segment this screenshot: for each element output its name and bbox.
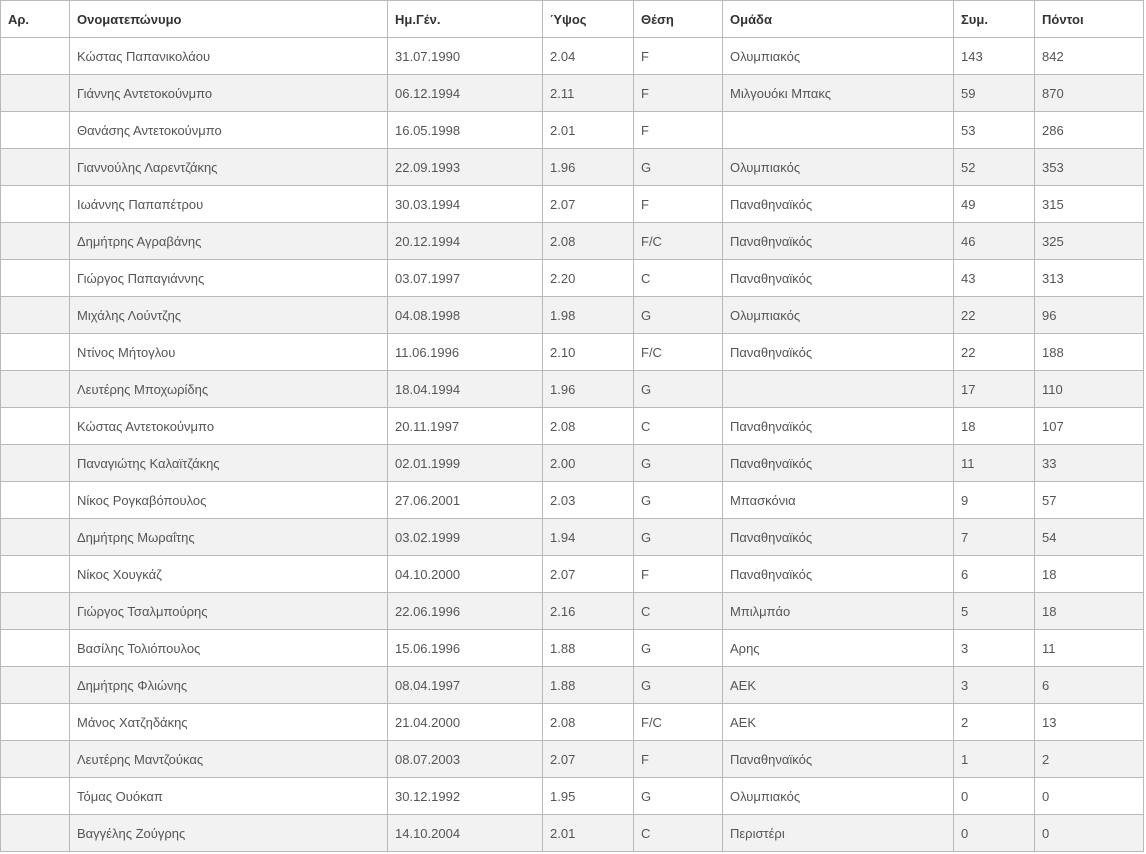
cell-height: 2.10 — [543, 334, 634, 371]
cell-name: Κώστας Παπανικολάου — [70, 38, 388, 75]
cell-points: 18 — [1035, 556, 1144, 593]
cell-number — [1, 149, 70, 186]
cell-points: 13 — [1035, 704, 1144, 741]
cell-position: C — [634, 815, 723, 852]
cell-points: 0 — [1035, 778, 1144, 815]
cell-appearances: 2 — [954, 704, 1035, 741]
cell-team: Παναθηναϊκός — [723, 260, 954, 297]
cell-name: Γιάννης Αντετοκούνμπο — [70, 75, 388, 112]
cell-number — [1, 445, 70, 482]
cell-name: Μάνος Χατζηδάκης — [70, 704, 388, 741]
cell-appearances: 3 — [954, 630, 1035, 667]
cell-team: Παναθηναϊκός — [723, 519, 954, 556]
cell-height: 2.07 — [543, 186, 634, 223]
cell-points: 315 — [1035, 186, 1144, 223]
cell-number — [1, 778, 70, 815]
cell-team — [723, 371, 954, 408]
cell-team: Παναθηναϊκός — [723, 408, 954, 445]
table-row — [1, 741, 1144, 778]
cell-appearances: 22 — [954, 297, 1035, 334]
cell-team: Παναθηναϊκός — [723, 186, 954, 223]
cell-position: C — [634, 593, 723, 630]
cell-position: G — [634, 149, 723, 186]
table-row — [1, 667, 1144, 704]
cell-name: Ιωάννης Παπαπέτρου — [70, 186, 388, 223]
cell-points: 842 — [1035, 38, 1144, 75]
cell-position: G — [634, 667, 723, 704]
cell-number — [1, 704, 70, 741]
cell-appearances: 49 — [954, 186, 1035, 223]
table-row — [1, 38, 1144, 75]
cell-name: Νίκος Χουγκάζ — [70, 556, 388, 593]
table-body — [1, 38, 1144, 852]
cell-position: G — [634, 371, 723, 408]
cell-appearances: 143 — [954, 38, 1035, 75]
cell-appearances: 6 — [954, 556, 1035, 593]
cell-number — [1, 334, 70, 371]
cell-points: 0 — [1035, 815, 1144, 852]
cell-birthdate: 08.07.2003 — [388, 741, 543, 778]
cell-height: 2.08 — [543, 408, 634, 445]
cell-team: Περιστέρι — [723, 815, 954, 852]
cell-position: C — [634, 408, 723, 445]
cell-name: Λευτέρης Μποχωρίδης — [70, 371, 388, 408]
header-appearances[interactable]: Συμ. — [954, 1, 1035, 38]
cell-birthdate: 03.02.1999 — [388, 519, 543, 556]
cell-height: 2.07 — [543, 741, 634, 778]
cell-number — [1, 630, 70, 667]
cell-position: F — [634, 38, 723, 75]
cell-name: Γιώργος Παπαγιάννης — [70, 260, 388, 297]
cell-appearances: 53 — [954, 112, 1035, 149]
cell-number — [1, 815, 70, 852]
cell-birthdate: 02.01.1999 — [388, 445, 543, 482]
cell-team: Παναθηναϊκός — [723, 334, 954, 371]
cell-appearances: 1 — [954, 741, 1035, 778]
header-row — [1, 1, 1144, 38]
header-height[interactable]: Ύψος — [543, 1, 634, 38]
cell-position: F — [634, 112, 723, 149]
table-row — [1, 593, 1144, 630]
table-row — [1, 704, 1144, 741]
cell-points: 188 — [1035, 334, 1144, 371]
cell-number — [1, 223, 70, 260]
cell-height: 2.03 — [543, 482, 634, 519]
cell-birthdate: 30.03.1994 — [388, 186, 543, 223]
cell-birthdate: 16.05.1998 — [388, 112, 543, 149]
cell-appearances: 9 — [954, 482, 1035, 519]
table-row — [1, 408, 1144, 445]
cell-points: 110 — [1035, 371, 1144, 408]
cell-birthdate: 11.06.1996 — [388, 334, 543, 371]
cell-birthdate: 08.04.1997 — [388, 667, 543, 704]
cell-points: 107 — [1035, 408, 1144, 445]
table-row — [1, 630, 1144, 667]
cell-height: 1.94 — [543, 519, 634, 556]
header-name[interactable]: Ονοματεπώνυμο — [70, 1, 388, 38]
cell-position: G — [634, 778, 723, 815]
table-row — [1, 445, 1144, 482]
cell-position: F — [634, 186, 723, 223]
cell-appearances: 22 — [954, 334, 1035, 371]
table-row — [1, 778, 1144, 815]
cell-height: 1.98 — [543, 297, 634, 334]
table-row — [1, 75, 1144, 112]
cell-number — [1, 38, 70, 75]
cell-points: 96 — [1035, 297, 1144, 334]
cell-birthdate: 27.06.2001 — [388, 482, 543, 519]
cell-appearances: 7 — [954, 519, 1035, 556]
cell-birthdate: 15.06.1996 — [388, 630, 543, 667]
cell-points: 18 — [1035, 593, 1144, 630]
cell-number — [1, 186, 70, 223]
cell-birthdate: 22.09.1993 — [388, 149, 543, 186]
cell-number — [1, 556, 70, 593]
cell-name: Γιώργος Τσαλμπούρης — [70, 593, 388, 630]
table-row — [1, 149, 1144, 186]
cell-name: Δημήτρης Αγραβάνης — [70, 223, 388, 260]
cell-appearances: 5 — [954, 593, 1035, 630]
cell-team — [723, 112, 954, 149]
cell-number — [1, 408, 70, 445]
cell-points: 353 — [1035, 149, 1144, 186]
cell-position: F — [634, 741, 723, 778]
cell-number — [1, 371, 70, 408]
cell-height: 1.96 — [543, 371, 634, 408]
header-points[interactable]: Πόντοι — [1035, 1, 1144, 38]
table-row — [1, 297, 1144, 334]
cell-team: Αρης — [723, 630, 954, 667]
cell-birthdate: 31.07.1990 — [388, 38, 543, 75]
table-row — [1, 556, 1144, 593]
cell-points: 313 — [1035, 260, 1144, 297]
cell-name: Θανάσης Αντετοκούνμπο — [70, 112, 388, 149]
cell-position: F/C — [634, 223, 723, 260]
cell-team: Παναθηναϊκός — [723, 445, 954, 482]
cell-team: Μιλγουόκι Μπακς — [723, 75, 954, 112]
cell-name: Γιαννούλης Λαρεντζάκης — [70, 149, 388, 186]
cell-height: 1.88 — [543, 667, 634, 704]
table-row — [1, 223, 1144, 260]
cell-name: Δημήτρης Μωραΐτης — [70, 519, 388, 556]
cell-team: Ολυμπιακός — [723, 297, 954, 334]
cell-position: G — [634, 482, 723, 519]
cell-name: Τόμας Ουόκαπ — [70, 778, 388, 815]
cell-position: F/C — [634, 334, 723, 371]
cell-number — [1, 667, 70, 704]
cell-position: G — [634, 630, 723, 667]
cell-position: G — [634, 297, 723, 334]
cell-appearances: 17 — [954, 371, 1035, 408]
cell-appearances: 0 — [954, 778, 1035, 815]
cell-team: Ολυμπιακός — [723, 38, 954, 75]
cell-name: Ντίνος Μήτογλου — [70, 334, 388, 371]
cell-points: 6 — [1035, 667, 1144, 704]
cell-number — [1, 112, 70, 149]
cell-appearances: 59 — [954, 75, 1035, 112]
cell-appearances: 43 — [954, 260, 1035, 297]
cell-position: G — [634, 445, 723, 482]
cell-points: 11 — [1035, 630, 1144, 667]
cell-appearances: 18 — [954, 408, 1035, 445]
cell-name: Δημήτρης Φλιώνης — [70, 667, 388, 704]
cell-team: Μπασκόνια — [723, 482, 954, 519]
cell-position: F/C — [634, 704, 723, 741]
cell-number — [1, 593, 70, 630]
header-team[interactable]: Ομάδα — [723, 1, 954, 38]
cell-points: 325 — [1035, 223, 1144, 260]
cell-points: 33 — [1035, 445, 1144, 482]
cell-height: 2.11 — [543, 75, 634, 112]
cell-number — [1, 297, 70, 334]
cell-appearances: 0 — [954, 815, 1035, 852]
cell-name: Βαγγέλης Ζούγρης — [70, 815, 388, 852]
cell-name: Νίκος Ρογκαβόπουλος — [70, 482, 388, 519]
cell-birthdate: 06.12.1994 — [388, 75, 543, 112]
cell-height: 1.96 — [543, 149, 634, 186]
cell-points: 286 — [1035, 112, 1144, 149]
cell-height: 2.00 — [543, 445, 634, 482]
cell-birthdate: 22.06.1996 — [388, 593, 543, 630]
header-birthdate[interactable]: Ημ.Γέν. — [388, 1, 543, 38]
cell-team: Παναθηναϊκός — [723, 741, 954, 778]
cell-name: Λευτέρης Μαντζούκας — [70, 741, 388, 778]
cell-team: Παναθηναϊκός — [723, 556, 954, 593]
cell-team: Μπιλμπάο — [723, 593, 954, 630]
cell-height: 2.04 — [543, 38, 634, 75]
cell-number — [1, 75, 70, 112]
table-header — [1, 1, 1144, 38]
table-row — [1, 260, 1144, 297]
table-row — [1, 371, 1144, 408]
cell-name: Παναγιώτης Καλαϊτζάκης — [70, 445, 388, 482]
cell-appearances: 3 — [954, 667, 1035, 704]
cell-position: C — [634, 260, 723, 297]
cell-birthdate: 30.12.1992 — [388, 778, 543, 815]
cell-points: 2 — [1035, 741, 1144, 778]
cell-height: 1.88 — [543, 630, 634, 667]
table-row — [1, 519, 1144, 556]
table-row — [1, 186, 1144, 223]
cell-team: ΑΕΚ — [723, 704, 954, 741]
header-number[interactable]: Αρ. — [1, 1, 70, 38]
table-row — [1, 815, 1144, 852]
cell-birthdate: 04.08.1998 — [388, 297, 543, 334]
table-row — [1, 334, 1144, 371]
cell-height: 2.01 — [543, 112, 634, 149]
cell-team: ΑΕΚ — [723, 667, 954, 704]
cell-height: 2.08 — [543, 704, 634, 741]
cell-position: F — [634, 75, 723, 112]
cell-height: 2.07 — [543, 556, 634, 593]
cell-number — [1, 482, 70, 519]
cell-points: 870 — [1035, 75, 1144, 112]
table-row — [1, 112, 1144, 149]
cell-name: Κώστας Αντετοκούνμπο — [70, 408, 388, 445]
cell-number — [1, 741, 70, 778]
cell-name: Βασίλης Τολιόπουλος — [70, 630, 388, 667]
cell-birthdate: 04.10.2000 — [388, 556, 543, 593]
cell-height: 2.08 — [543, 223, 634, 260]
cell-points: 54 — [1035, 519, 1144, 556]
cell-birthdate: 03.07.1997 — [388, 260, 543, 297]
cell-appearances: 46 — [954, 223, 1035, 260]
cell-appearances: 11 — [954, 445, 1035, 482]
cell-points: 57 — [1035, 482, 1144, 519]
cell-height: 2.01 — [543, 815, 634, 852]
cell-birthdate: 21.04.2000 — [388, 704, 543, 741]
cell-number — [1, 519, 70, 556]
cell-birthdate: 14.10.2004 — [388, 815, 543, 852]
cell-birthdate: 20.11.1997 — [388, 408, 543, 445]
cell-name: Μιχάλης Λούντζης — [70, 297, 388, 334]
cell-position: G — [634, 519, 723, 556]
header-position[interactable]: Θέση — [634, 1, 723, 38]
cell-height: 1.95 — [543, 778, 634, 815]
cell-height: 2.20 — [543, 260, 634, 297]
cell-appearances: 52 — [954, 149, 1035, 186]
cell-team: Παναθηναϊκός — [723, 223, 954, 260]
cell-height: 2.16 — [543, 593, 634, 630]
cell-team: Ολυμπιακός — [723, 149, 954, 186]
cell-team: Ολυμπιακός — [723, 778, 954, 815]
cell-birthdate: 20.12.1994 — [388, 223, 543, 260]
cell-position: F — [634, 556, 723, 593]
cell-birthdate: 18.04.1994 — [388, 371, 543, 408]
cell-number — [1, 260, 70, 297]
table-row — [1, 482, 1144, 519]
